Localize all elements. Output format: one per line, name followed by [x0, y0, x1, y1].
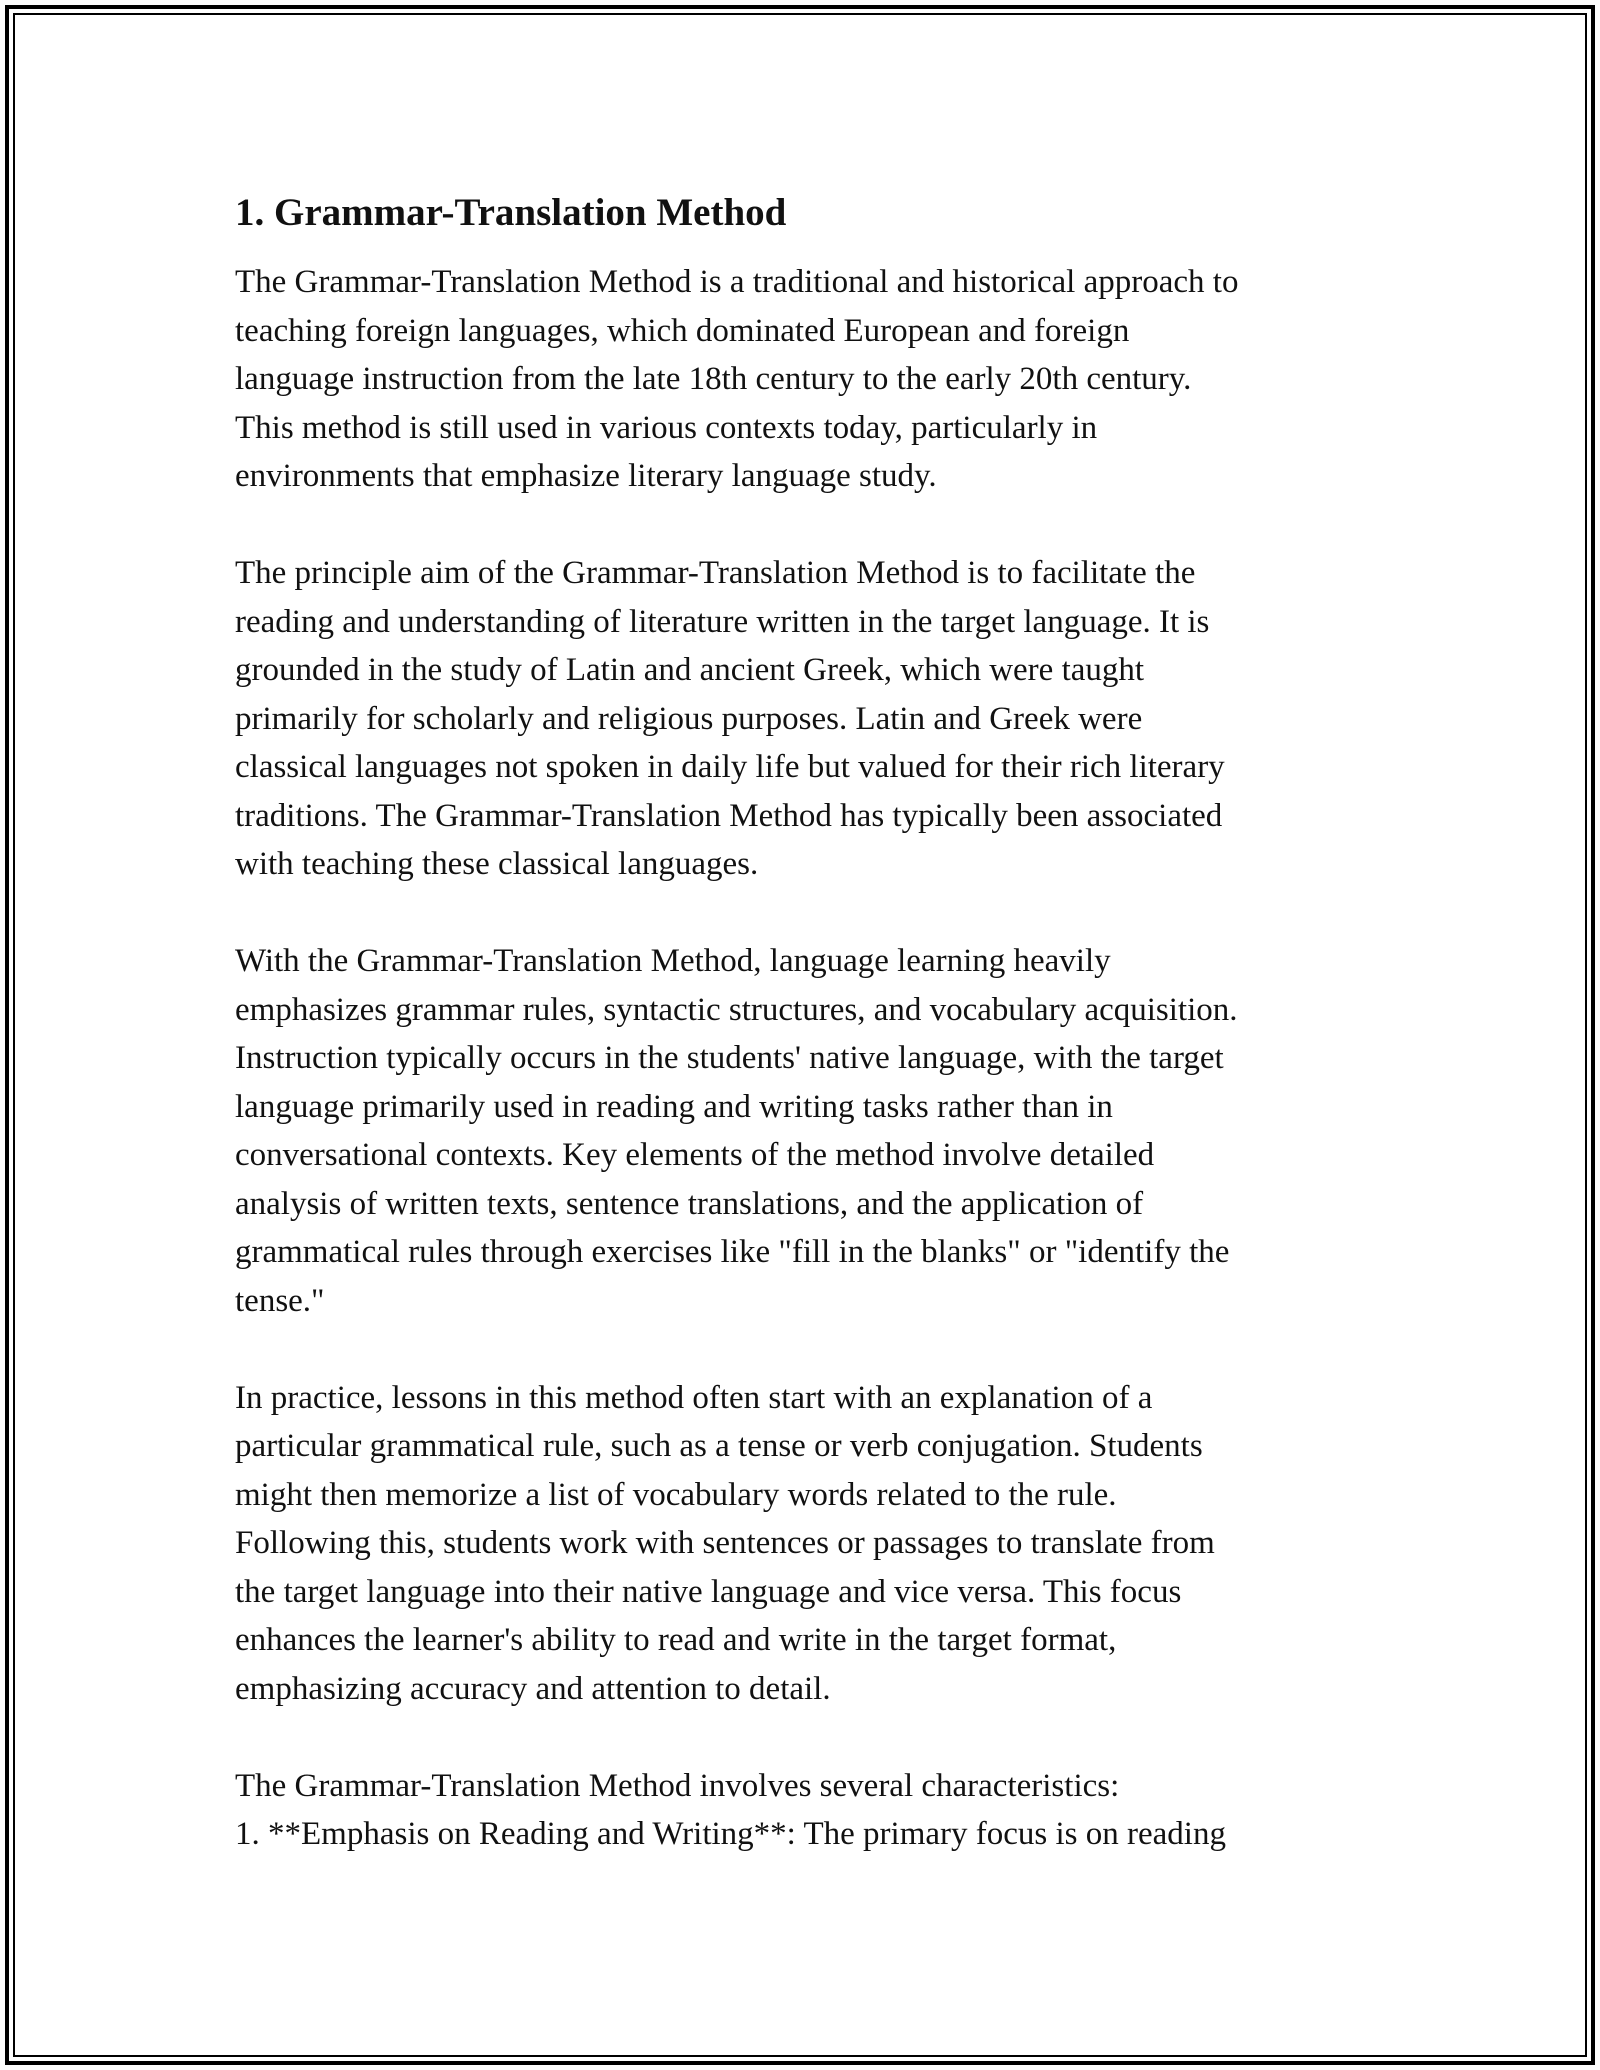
paragraph-emphasis: With the Grammar-Translation Method, language learning heavily emphasizes grammar rules, syntactic structures, and vocabulary acquisition. Instruction typically occurs in the students' native language, with the target language primarily used in reading and writing tasks rather than in conversational contexts. Key elements of the method involve detailed analysis of written texts, sentence translations, and the application of grammatical rules through exercises like "fill in the blanks" or "identify the tense.": [235, 943, 1238, 1319]
paragraph-practice: In practice, lessons in this method often start with an explanation of a particular grammatical rule, such as a tense or verb conjugation. Students might then memorize a list of vocabulary words related to the rule. Following this, students work with sentences or passages to translate from the target language into their native language and vice versa. This focus enhances the learner's ability to read and write in the target format, emphasizing accuracy and attention to detail.: [235, 1379, 1215, 1707]
document-body: [235, 186, 1375, 1859]
paragraph-aim: The principle aim of the Grammar-Translation Method is to facilitate the reading and understanding of literature written in the target language. It is grounded in the study of Latin and ancient Greek, which were taught primarily for scholarly and religious purposes. Latin and Greek were classical languages not spoken in daily life but valued for their rich literary traditions. The Grammar-Translation Method has typically been associated with teaching these classical languages.: [235, 555, 1225, 882]
section-heading: 1. Grammar-Translation Method: [235, 191, 787, 234]
paragraph-characteristics: The Grammar-Translation Method involves several characteristics: 1. **Emphasis on Reading and Writing**: The primary focus is on reading: [235, 1767, 1226, 1852]
paragraph-intro: The Grammar-Translation Method is a traditional and historical approach to teaching foreign languages, which dominated European and foreign language instruction from the late 18th century to the early 20th century. This method is still used in various contexts today, particularly in environments that emphasize literary language study.: [235, 264, 1239, 494]
